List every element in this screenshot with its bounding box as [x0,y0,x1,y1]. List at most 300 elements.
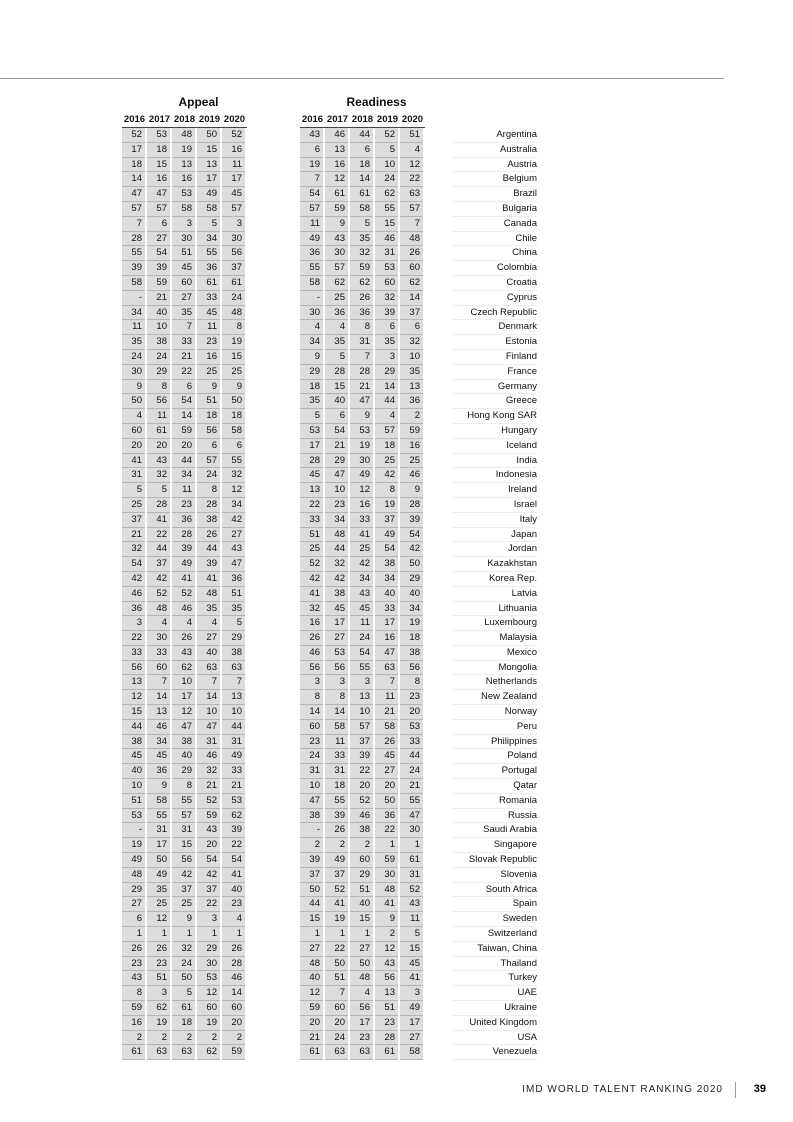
rank-cell: 39 [325,809,348,824]
rank-cell: 15 [325,380,348,395]
rank-cell: 55 [172,794,195,809]
rank-cell: 52 [400,883,423,898]
country-label: Mexico [452,646,537,661]
rank-cell: 23 [400,690,423,705]
table-row [300,409,425,424]
rank-cell: 4 [172,616,195,631]
table-row [122,720,247,735]
rank-cell: 31 [197,735,220,750]
rank-cell: 54 [172,394,195,409]
readiness-title: Readiness [346,95,407,109]
table-row [300,868,425,883]
country-label: UAE [452,986,537,1001]
table-row [122,838,247,853]
rank-cell: 39 [400,513,423,528]
rank-cell: 26 [325,823,348,838]
rank-cell: 11 [400,912,423,927]
rank-cell: 59 [172,424,195,439]
table-row [300,720,425,735]
rank-cell: 18 [325,779,348,794]
rank-cell: 6 [147,217,170,232]
rank-cell: 12 [400,158,423,173]
rank-cell: 34 [300,335,323,350]
table-row [300,986,425,1001]
rank-cell: 11 [197,320,220,335]
rank-cell: 53 [375,261,398,276]
rank-cell: 41 [122,454,145,469]
rank-cell: 56 [375,971,398,986]
rank-cell: 41 [197,572,220,587]
table-row [300,513,425,528]
rank-cell: 33 [325,749,348,764]
appeal-title: Appeal [178,95,219,109]
rank-cell: 14 [400,291,423,306]
table-row [122,587,247,602]
rank-cell: 45 [147,749,170,764]
rank-cell: 61 [197,276,220,291]
rank-cell: 16 [172,172,195,187]
country-label: Slovak Republic [452,853,537,868]
table-row [122,483,247,498]
rank-cell: 21 [147,291,170,306]
rank-cell: 12 [375,942,398,957]
rank-cell: 28 [375,1031,398,1046]
rank-cell: 3 [375,350,398,365]
rank-cell: 6 [350,143,373,158]
rank-cell: 44 [350,128,373,143]
rank-cell: 9 [147,779,170,794]
country-label: Lithuania [452,602,537,617]
rank-cell: 16 [375,631,398,646]
rank-cell: 4 [300,320,323,335]
table-row [300,232,425,247]
country-label: Peru [452,720,537,735]
rank-cell: 16 [350,498,373,513]
rank-cell: 22 [300,498,323,513]
rank-cell: 44 [325,542,348,557]
table-row [300,1045,425,1060]
rank-cell: 37 [122,513,145,528]
rank-cell: 21 [172,350,195,365]
rank-cell: 40 [400,587,423,602]
rank-cell: 3 [147,986,170,1001]
country-label: USA [452,1031,537,1046]
rank-cell: 21 [375,705,398,720]
rank-cell: 9 [375,912,398,927]
rank-cell: 57 [197,454,220,469]
rank-cell: 50 [375,794,398,809]
readiness-year-2: 2018 [351,114,374,125]
rank-cell: 21 [325,439,348,454]
rank-cell: 47 [375,646,398,661]
rank-cell: 54 [122,557,145,572]
rank-cell: 30 [197,957,220,972]
country-label: Slovenia [452,868,537,883]
rank-cell: 52 [300,557,323,572]
rank-cell: 31 [325,764,348,779]
rank-cell: 30 [375,868,398,883]
table-row [122,172,247,187]
rank-cell: 28 [172,528,195,543]
table-row [122,1001,247,1016]
rank-cell: 19 [350,439,373,454]
rank-cell: 58 [400,1045,423,1060]
rank-cell: 13 [172,158,195,173]
rank-cell: 25 [172,897,195,912]
rank-cell: 54 [400,528,423,543]
rank-cell: 50 [147,853,170,868]
rank-cell: 10 [375,158,398,173]
rank-cell: 5 [222,616,245,631]
rank-cell: 51 [197,394,220,409]
table-row [300,705,425,720]
table-row [300,1031,425,1046]
rank-cell: 9 [172,912,195,927]
rank-cell: 4 [197,616,220,631]
rank-cell: 56 [197,424,220,439]
rank-cell: 28 [222,957,245,972]
rank-cell: 11 [172,483,195,498]
rank-cell: 25 [325,291,348,306]
table-row [122,528,247,543]
rank-cell: 54 [325,424,348,439]
rank-cell: 26 [300,631,323,646]
rank-cell: 57 [325,261,348,276]
table-row [300,735,425,750]
rank-cell: 18 [222,409,245,424]
table-row [122,1031,247,1046]
rank-cell: 35 [172,306,195,321]
table-row [300,853,425,868]
rank-cell: 35 [375,335,398,350]
rank-cell: 51 [122,794,145,809]
rank-cell: 39 [122,261,145,276]
rank-cell: 6 [300,143,323,158]
rank-cell: 41 [222,868,245,883]
rank-cell: 62 [325,276,348,291]
rank-cell: 21 [300,1031,323,1046]
rank-cell: 18 [122,158,145,173]
rank-cell: 30 [147,631,170,646]
rank-cell: 28 [350,365,373,380]
rank-cell: 59 [400,424,423,439]
rank-cell: 16 [400,439,423,454]
rank-cell: 60 [325,1001,348,1016]
rank-cell: 58 [197,202,220,217]
rank-cell: 60 [222,1001,245,1016]
rank-cell: 60 [375,276,398,291]
rank-cell: 51 [300,528,323,543]
rank-cell: 12 [222,483,245,498]
rank-cell: 6 [122,912,145,927]
table-row [122,764,247,779]
rank-cell: 42 [122,572,145,587]
rank-cell: 55 [325,794,348,809]
rank-cell: 52 [172,587,195,602]
rank-cell: 1 [400,838,423,853]
rank-cell: 62 [147,1001,170,1016]
rank-cell: 55 [197,246,220,261]
rank-cell: 61 [222,276,245,291]
country-label: Thailand [452,957,537,972]
rank-cell: 43 [197,823,220,838]
rank-cell: 56 [172,853,195,868]
rank-cell: 52 [325,883,348,898]
rank-cell: 34 [122,306,145,321]
rank-cell: 50 [400,557,423,572]
rank-cell: 40 [122,764,145,779]
rank-cell: 26 [147,942,170,957]
country-label: Croatia [452,276,537,291]
rank-cell: 4 [122,409,145,424]
country-label: Belgium [452,172,537,187]
table-row [300,454,425,469]
rank-cell: 57 [300,202,323,217]
table-row [300,897,425,912]
rank-cell: 42 [325,572,348,587]
rank-cell: 16 [147,172,170,187]
country-label: Philippines [452,735,537,750]
rank-cell: 1 [350,927,373,942]
rank-cell: 56 [222,246,245,261]
rank-cell: 13 [375,986,398,1001]
rank-cell: 22 [400,172,423,187]
country-label: Hungary [452,424,537,439]
table-row [122,158,247,173]
rank-cell: 51 [147,971,170,986]
table-row [300,439,425,454]
rank-cell: 39 [197,557,220,572]
rank-cell: 35 [350,232,373,247]
rank-cell: 15 [172,838,195,853]
rank-cell: 11 [350,616,373,631]
rank-cell: 31 [400,868,423,883]
rank-cell: 55 [375,202,398,217]
readiness-table [300,113,425,1060]
rank-cell: 30 [300,306,323,321]
rank-cell: 55 [400,794,423,809]
rank-cell: 47 [350,394,373,409]
rank-cell: 24 [147,350,170,365]
rank-cell: 20 [197,838,220,853]
rank-cell: 38 [197,513,220,528]
rank-cell: 17 [325,616,348,631]
rank-cell: 23 [172,498,195,513]
country-label: India [452,454,537,469]
rank-cell: 42 [197,868,220,883]
rank-cell: 53 [197,971,220,986]
table-row [300,942,425,957]
rank-cell: 22 [172,365,195,380]
table-row [300,838,425,853]
rank-cell: 17 [172,690,195,705]
rank-cell: 45 [172,261,195,276]
rank-cell: 2 [300,838,323,853]
rank-cell: 58 [222,424,245,439]
rank-cell: 28 [197,498,220,513]
table-row [122,232,247,247]
rank-cell: 34 [197,232,220,247]
rank-cell: 44 [147,542,170,557]
rank-cell: 37 [222,261,245,276]
rank-cell: 29 [375,365,398,380]
rank-cell: 55 [222,454,245,469]
rank-cell: 47 [400,809,423,824]
rank-cell: 25 [197,365,220,380]
rank-cell: 17 [197,172,220,187]
rank-cell: 21 [400,779,423,794]
rank-cell: 62 [375,187,398,202]
rank-cell: 4 [147,616,170,631]
readiness-year-4: 2020 [401,114,424,125]
table-row [122,246,247,261]
country-label: Ukraine [452,1001,537,1016]
rank-cell: 31 [350,335,373,350]
table-row [122,897,247,912]
rank-cell: 61 [147,424,170,439]
rank-cell: 4 [400,143,423,158]
rank-cell: 27 [325,631,348,646]
table-row [122,823,247,838]
rank-cell: 1 [300,927,323,942]
rank-cell: 45 [222,187,245,202]
rank-cell: 37 [375,513,398,528]
rank-cell: 49 [197,187,220,202]
rank-cell: 30 [400,823,423,838]
rank-cell: 36 [222,572,245,587]
rank-cell: 8 [222,320,245,335]
rank-cell: 3 [325,675,348,690]
rank-cell: 5 [400,927,423,942]
rank-cell: 41 [172,572,195,587]
rank-cell: 36 [172,513,195,528]
table-row [300,542,425,557]
rank-cell: 24 [350,631,373,646]
rank-cell: 60 [300,720,323,735]
rank-cell: 61 [350,187,373,202]
rank-cell: 57 [222,202,245,217]
rank-cell: 55 [147,809,170,824]
table-row [300,143,425,158]
table-row [122,646,247,661]
rank-cell: 56 [350,1001,373,1016]
rank-cell: 17 [222,172,245,187]
rank-cell: 21 [197,779,220,794]
rank-cell: 47 [197,720,220,735]
rank-cell: 24 [222,291,245,306]
country-label: Switzerland [452,927,537,942]
table-row [300,246,425,261]
rank-cell: 48 [300,957,323,972]
rank-cell: 48 [400,232,423,247]
country-label: Czech Republic [452,306,537,321]
table-row [122,779,247,794]
rank-cell: 32 [325,557,348,572]
rank-cell: 26 [197,528,220,543]
rank-cell: 61 [172,1001,195,1016]
rank-cell: 36 [197,261,220,276]
country-label: Colombia [452,261,537,276]
rank-cell: 37 [172,883,195,898]
rank-cell: 62 [222,809,245,824]
rank-cell: 52 [122,128,145,143]
rank-cell: 13 [122,675,145,690]
table-row [122,498,247,513]
rank-cell: 12 [325,172,348,187]
rank-cell: 7 [222,675,245,690]
rank-cell: - [300,823,323,838]
rank-cell: 32 [222,468,245,483]
rank-cell: 34 [172,468,195,483]
table-row [300,794,425,809]
rank-cell: 61 [122,1045,145,1060]
rank-cell: 3 [350,675,373,690]
rank-cell: 24 [325,1031,348,1046]
rank-cell: 5 [122,483,145,498]
rank-cell: 26 [122,942,145,957]
rank-cell: 59 [325,202,348,217]
rank-cell: 29 [172,764,195,779]
rank-cell: 58 [350,202,373,217]
table-row [122,202,247,217]
rank-cell: 14 [172,409,195,424]
rank-cell: 5 [172,986,195,1001]
rank-cell: 41 [147,513,170,528]
rank-cell: 17 [147,838,170,853]
rank-cell: 30 [222,232,245,247]
rank-cell: 50 [222,394,245,409]
rank-cell: 59 [122,1001,145,1016]
rank-cell: 33 [222,764,245,779]
table-row [300,1001,425,1016]
rank-cell: 15 [147,158,170,173]
rank-cell: 8 [197,483,220,498]
rank-cell: 1 [325,927,348,942]
rank-cell: 31 [300,764,323,779]
rank-cell: 59 [197,809,220,824]
rank-cell: 9 [197,380,220,395]
rank-cell: 45 [400,957,423,972]
rank-cell: 62 [172,661,195,676]
rank-cell: 33 [350,513,373,528]
rank-cell: 14 [222,986,245,1001]
rank-cell: 8 [400,675,423,690]
table-row [122,335,247,350]
rank-cell: 49 [325,853,348,868]
rank-cell: 18 [375,439,398,454]
rank-cell: 13 [325,143,348,158]
table-row [300,675,425,690]
rank-cell: 14 [122,172,145,187]
appeal-year-1: 2017 [148,114,171,125]
rank-cell: 1 [122,927,145,942]
rank-cell: 15 [350,912,373,927]
rank-cell: 13 [350,690,373,705]
rank-cell: 60 [400,261,423,276]
rank-cell: 19 [147,1016,170,1031]
rank-cell: 24 [300,749,323,764]
table-row [300,380,425,395]
rank-cell: 47 [325,468,348,483]
rank-cell: 53 [147,128,170,143]
rank-cell: 12 [147,912,170,927]
table-row [300,172,425,187]
table-row [300,690,425,705]
rank-cell: 18 [197,409,220,424]
rank-cell: 30 [172,232,195,247]
rank-cell: 43 [122,971,145,986]
rank-cell: 42 [172,868,195,883]
